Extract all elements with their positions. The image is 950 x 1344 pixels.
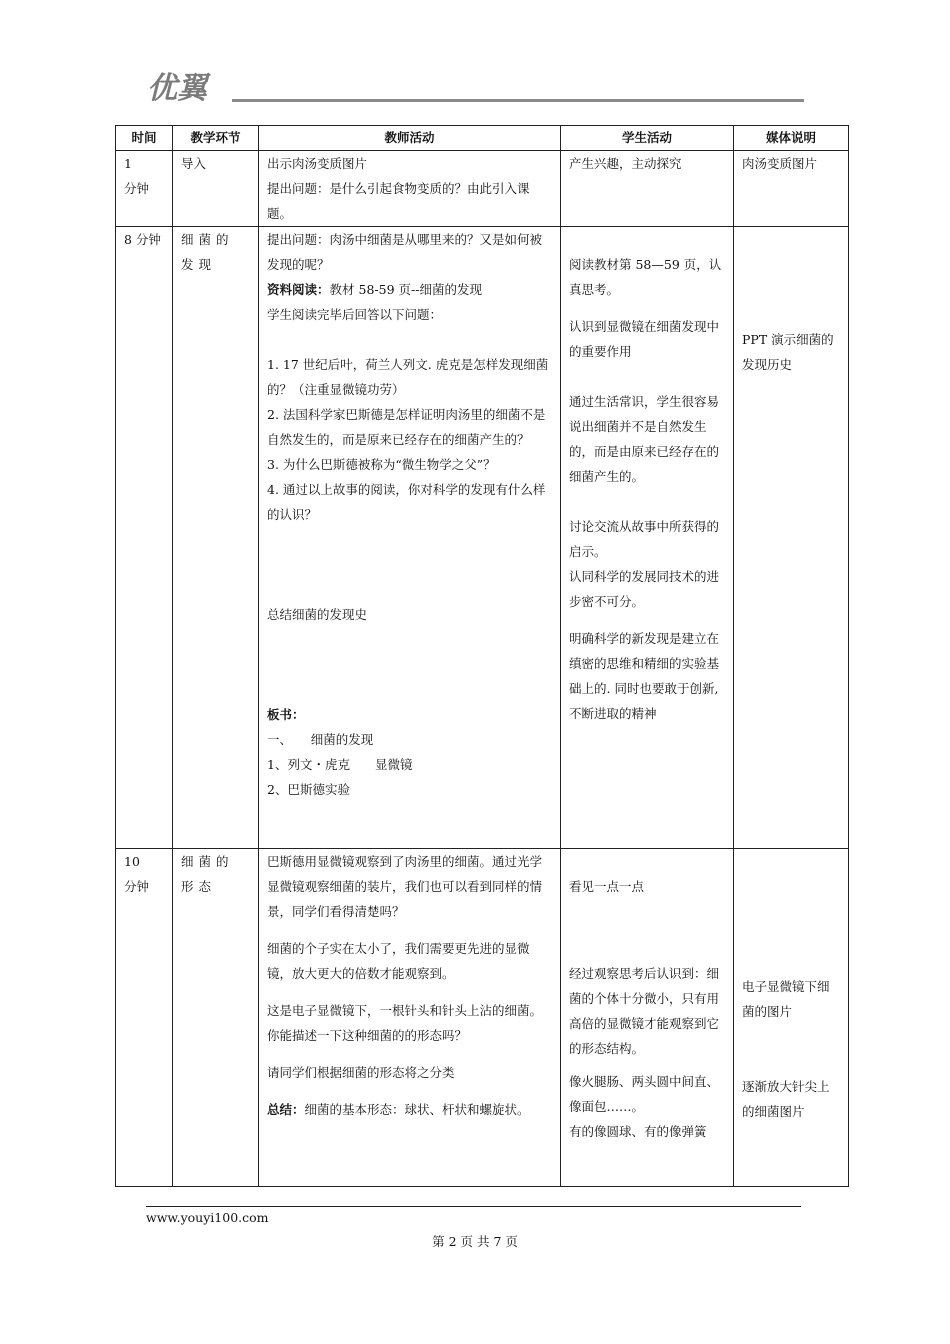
- board-line: 1、列文・虎克 显微镜: [267, 757, 413, 772]
- logo-text: 优翼: [147, 71, 207, 106]
- footer-url[interactable]: www.youyi100.com: [146, 1210, 269, 1225]
- question: 1. 17 世纪后叶，荷兰人列文. 虎克是怎样发现细菌的？（注重显微镜功劳）: [267, 357, 549, 397]
- question: 3. 为什么巴斯德被称为“微生物学之父”？: [267, 457, 496, 472]
- table-row: [116, 227, 849, 849]
- media-cell: 电子显微镜下细菌的图片 逐渐放大针尖上的细菌图片: [734, 849, 849, 1187]
- header-student-activity: 学生活动: [561, 126, 734, 151]
- lesson-plan-table: [115, 125, 849, 1187]
- stage-cell: 细菌的形态: [173, 849, 259, 1187]
- teacher-activity-cell: 巴斯德用显微镜观察到了肉汤里的细菌。通过光学显微镜观察细菌的装片，我们也可以看到同样的情景，同学们看得清楚吗？ 细菌的个子实在太小了，我们需要更先进的显微镜，放大更大的倍数才能观察到。 这是电子显微镜下，一根针头和针头上沾的细菌。你能描述一下这种细菌的的形态吗？ 请同学们根据细菌的形态将之分类 总结：细菌的基本形态：球状、杆状和螺旋状。: [259, 849, 561, 1187]
- stage-cell: 导入: [173, 151, 259, 227]
- board-label: 板书：: [267, 707, 305, 722]
- footer-rule: [146, 1206, 801, 1207]
- header-time: 时间: [116, 126, 173, 151]
- teacher-activity-cell: 出示肉汤变质图片 提出问题：是什么引起食物变质的？由此引入课题。: [259, 151, 561, 227]
- board-line: 一、 细菌的发现: [267, 732, 374, 747]
- student-activity-cell: 看见一点一点 经过观察思考后认识到：细菌的个体十分微小，只有用高倍的显微镜才能观察到它的形态结构。 像火腿肠、两头圆中间直、像面包……。 有的像圆球、有的像弹簧: [561, 849, 734, 1187]
- header-teacher-activity: 教师活动: [259, 126, 561, 151]
- summary: 总结细菌的发现史: [267, 607, 368, 622]
- time-cell: 10 分钟: [116, 849, 173, 1187]
- student-activity-cell: 产生兴趣，主动探究: [561, 151, 734, 227]
- table-row: [116, 849, 849, 1187]
- media-cell: PPT 演示细菌的发现历史: [734, 227, 849, 849]
- teacher-activity-cell: 提出问题：肉汤中细菌是从哪里来的？又是如何被发现的呢？ 资料阅读：教材 58-59 页--细菌的发现 学生阅读完毕后回答以下问题： 1. 17 世纪后叶，荷兰人列文. 虎克是怎样发现细菌的？（注重显微镜功劳） 2. 法国科学家巴斯德是怎样证明肉汤里的细菌不是自然发生的，而是原来已经存在的细菌产生的？ 3. 为什么巴斯德被称为“微生物学之父”？ 4. 通过以上故事的阅读，你对科学的发现有什么样的认识？ 总结细菌的发现史 板书： 一、 细菌的发现 1、列文・虎克 显微镜 2、巴斯德实验: [259, 227, 561, 849]
- time-cell: 8 分钟: [116, 227, 173, 849]
- stage-cell: 细菌的发现: [173, 227, 259, 849]
- table-row: [116, 151, 849, 227]
- header-stage: 教学环节: [173, 126, 259, 151]
- time-cell: 1 分钟: [116, 151, 173, 227]
- question: 4. 通过以上故事的阅读，你对科学的发现有什么样的认识？: [267, 482, 546, 522]
- student-activity-cell: 阅读教材第 58—59 页，认真思考。 认识到显微镜在细菌发现中的重要作用 通过生活常识，学生很容易说出细菌并不是自然发生的，而是由原来已经存在的细菌产生的。 讨论交流从故事中所获得的启示。 认同科学的发展同技术的进步密不可分。 明确科学的新发现是建立在缜密的思维和精细的实验基础上的. 同时也要敢于创新, 不断进取的精神: [561, 227, 734, 849]
- table-header-row: [116, 126, 849, 151]
- question: 2. 法国科学家巴斯德是怎样证明肉汤里的细菌不是自然发生的，而是原来已经存在的细菌产生的？: [267, 407, 546, 447]
- media-cell: 肉汤变质图片: [734, 151, 849, 227]
- page-number: 第 2 页 共 7 页: [432, 1234, 518, 1249]
- header-rule: [232, 99, 804, 102]
- header-media: 媒体说明: [734, 126, 849, 151]
- board-line: 2、巴斯德实验: [267, 782, 350, 797]
